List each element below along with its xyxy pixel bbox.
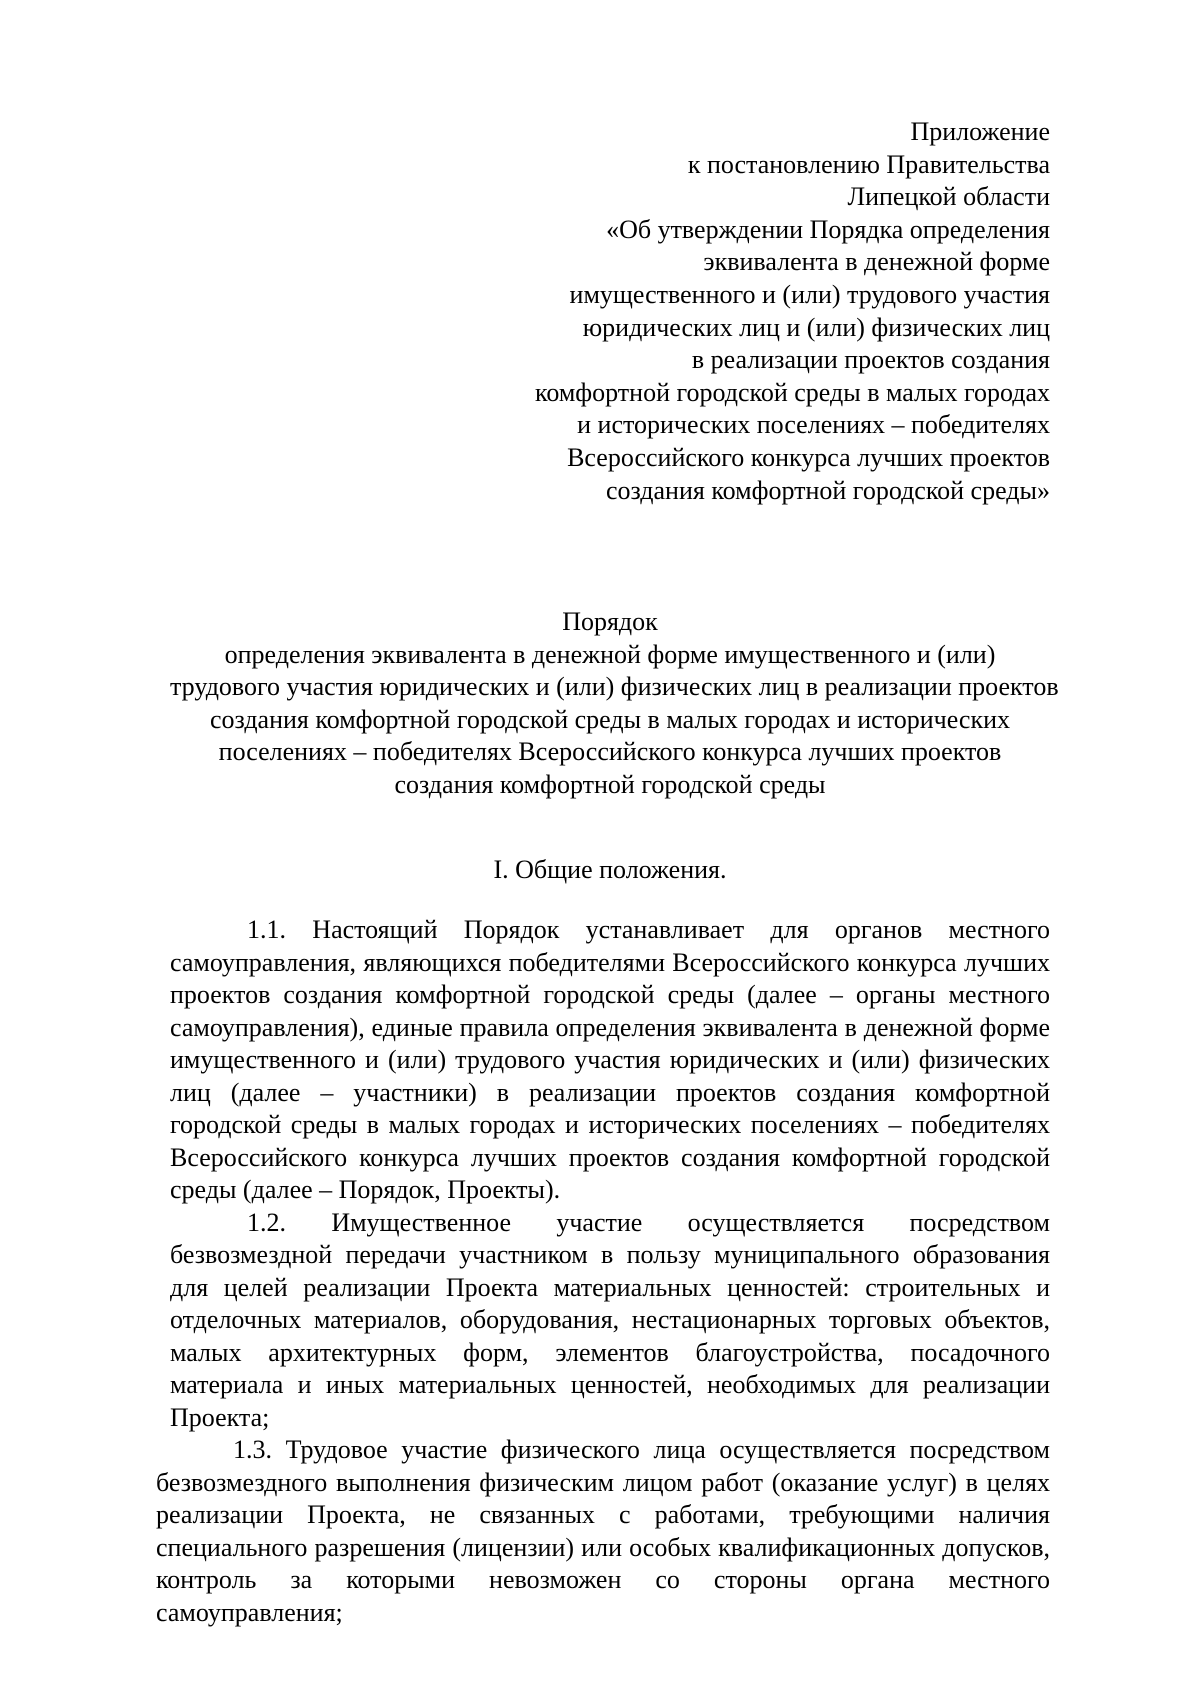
title-line: создания комфортной городской среды в малых городах и исторических: [209, 704, 1010, 734]
title-line: Порядок: [562, 607, 658, 636]
title-line: трудового участия юридических и (или) физических лиц в реализации проектов: [170, 672, 1059, 702]
title-line: определения эквивалента в денежной форме имущественного и (или): [224, 639, 996, 669]
appendix-line: Липецкой области: [847, 182, 1050, 212]
body-text: [156, 914, 1050, 1629]
appendix-line: и исторических поселениях – победителях: [577, 410, 1050, 440]
paragraph-1-3: 1.3. Трудовое участие физического лица осуществляется посредством безвозмездного выполнения физическим лицом работ (оказание услуг) в целях реализации Проекта, не связанных с работами, требующими наличия специального разрешения (лицензии) или особых квалификационных допусков, контроль за которыми невозможен со стороны органа местного самоуправления;: [156, 1435, 1050, 1627]
appendix-line: эквивалента в денежной форме: [703, 247, 1050, 277]
appendix-line: Всероссийского конкурса лучших проектов: [567, 442, 1050, 472]
appendix-header: [410, 116, 1050, 507]
appendix-line: «Об утверждении Порядка определения: [606, 214, 1050, 244]
title-line: создания комфортной городской среды: [394, 769, 826, 799]
appendix-line: юридических лиц и (или) физических лиц: [582, 312, 1050, 342]
document-title: [170, 606, 1059, 802]
title-line: поселениях – победителях Всероссийского конкурса лучших проектов: [218, 737, 1002, 767]
section-heading: I. Общие положения.: [493, 855, 727, 884]
appendix-line: комфортной городской среды в малых городах: [535, 377, 1050, 407]
appendix-line: имущественного и (или) трудового участия: [569, 279, 1050, 309]
appendix-line: к постановлению Правительства: [687, 149, 1050, 179]
appendix-line: создания комфортной городской среды»: [605, 475, 1050, 505]
appendix-line: Приложение: [910, 117, 1050, 146]
paragraph-1-1: 1.1. Настоящий Порядок устанавливает для органов местного самоуправления, являющихся победителями Всероссийского конкурса лучших проектов создания комфортной городской среды (далее – органы местного самоуправления), единые правила определения эквивалента в денежной форме имущественного и (или) трудового участия юридических и (или) физических лиц (далее – участники) в реализации проектов создания комфортной городской среды в малых городах и исторических поселениях – победителях Всероссийского конкурса лучших проектов создания комфортной городской среды (далее – Порядок, Проекты).: [170, 915, 1050, 1204]
appendix-line: в реализации проектов создания: [691, 345, 1050, 375]
paragraph-1-2: 1.2. Имущественное участие осуществляется посредством безвозмездной передачи участником в пользу муниципального образования для целей реализации Проекта материальных ценностей: строительных и отделочных материалов, оборудования, нестационарных торговых объектов, малых архитектурных форм, элементов благоустройства, посадочного материала и иных материальных ценностей, необходимых для реализации Проекта;: [170, 1207, 1050, 1432]
